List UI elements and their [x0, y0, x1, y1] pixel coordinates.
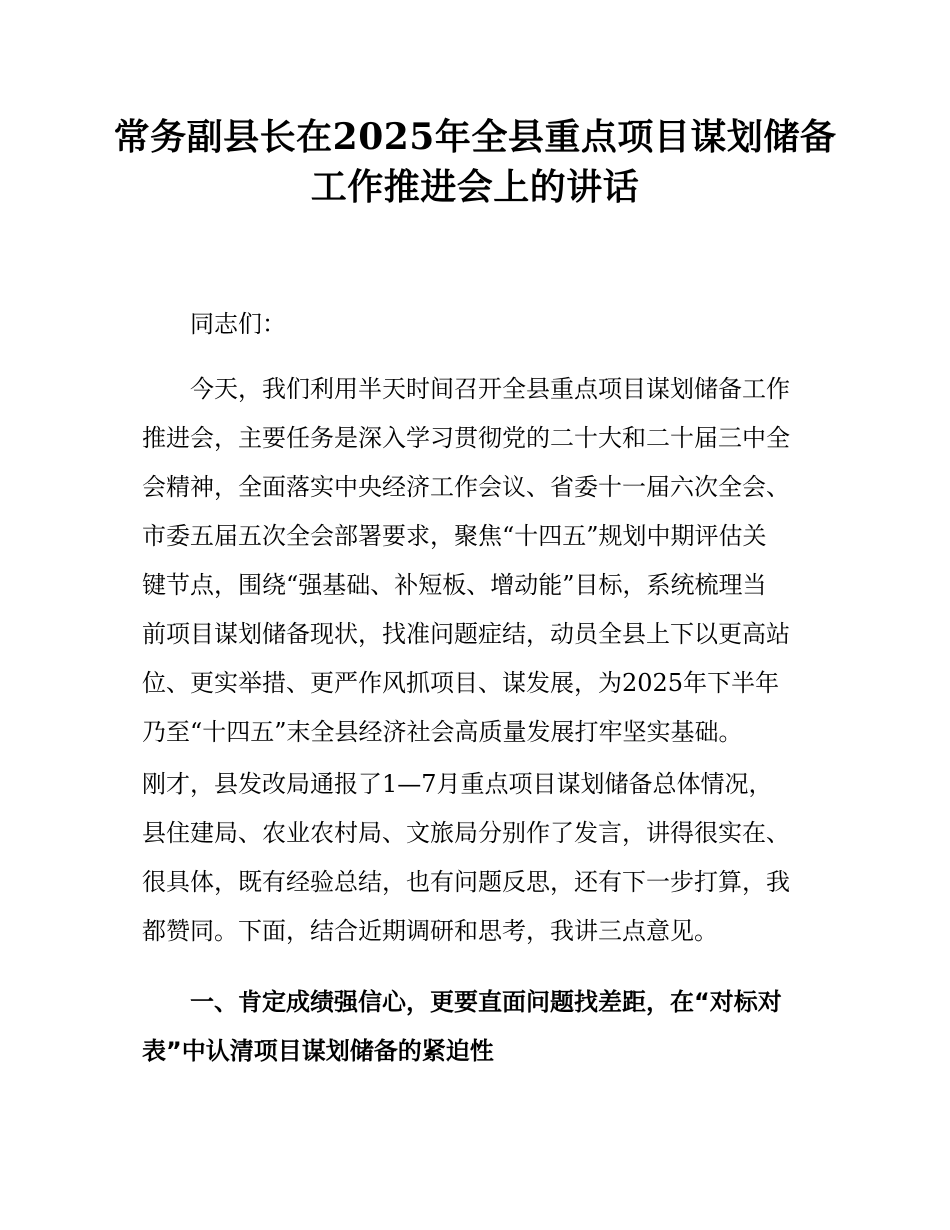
paragraph-line: 乃至“十四五”末全县经济社会高质量发展打牢坚实基础。 — [142, 718, 743, 746]
paragraph-line: 推进会，主要任务是深入学习贯彻党的二十大和二十届三中全 — [142, 424, 790, 452]
paragraph-line: 位、更实举措、更严作风抓项目、谋发展，为2025年下半年 — [142, 669, 780, 697]
greeting — [142, 300, 812, 349]
heading-line: 表”中认清项目谋划储备的紧迫性 — [142, 1037, 494, 1065]
heading-line: 一、肯定成绩强信心，更要直面问题找差距，在“对标对 — [190, 988, 782, 1016]
paragraph-line: 今天，我们利用半天时间召开全县重点项目谋划储备工作 — [190, 375, 790, 403]
paragraph-line: 县住建局、农业农村局、文旅局分别作了发言，讲得很实在、 — [142, 819, 790, 847]
paragraph-line: 市委五届五次全会部署要求，聚焦“十四五”规划中期评估关 — [142, 522, 767, 550]
paragraph-review — [142, 760, 812, 956]
title-line-1: 常务副县长在2025年全县重点项目谋划储备 — [113, 116, 837, 158]
paragraph-line: 都赞同。下面，结合近期调研和思考，我讲三点意见。 — [142, 917, 718, 945]
paragraph-line: 会精神，全面落实中央经济工作会议、省委十一届六次全会、 — [142, 473, 790, 501]
paragraph-line: 刚才，县发改局通报了1—7月重点项目谋划储备总体情况， — [142, 770, 773, 798]
paragraph-line: 很具体，既有经验总结，也有问题反思，还有下一步打算，我 — [142, 868, 790, 896]
greeting-text: 同志们： — [190, 310, 286, 338]
paragraph-line: 键节点，围绕“强基础、补短板、增动能”目标，系统梳理当 — [142, 571, 767, 599]
title-line-2: 工作推进会上的讲话 — [310, 166, 640, 208]
section-heading-1 — [142, 978, 812, 1076]
paragraph-line: 前项目谋划储备现状，找准问题症结，动员全县上下以更高站 — [142, 620, 790, 648]
document-title — [100, 112, 850, 212]
paragraph-opening — [142, 365, 812, 757]
